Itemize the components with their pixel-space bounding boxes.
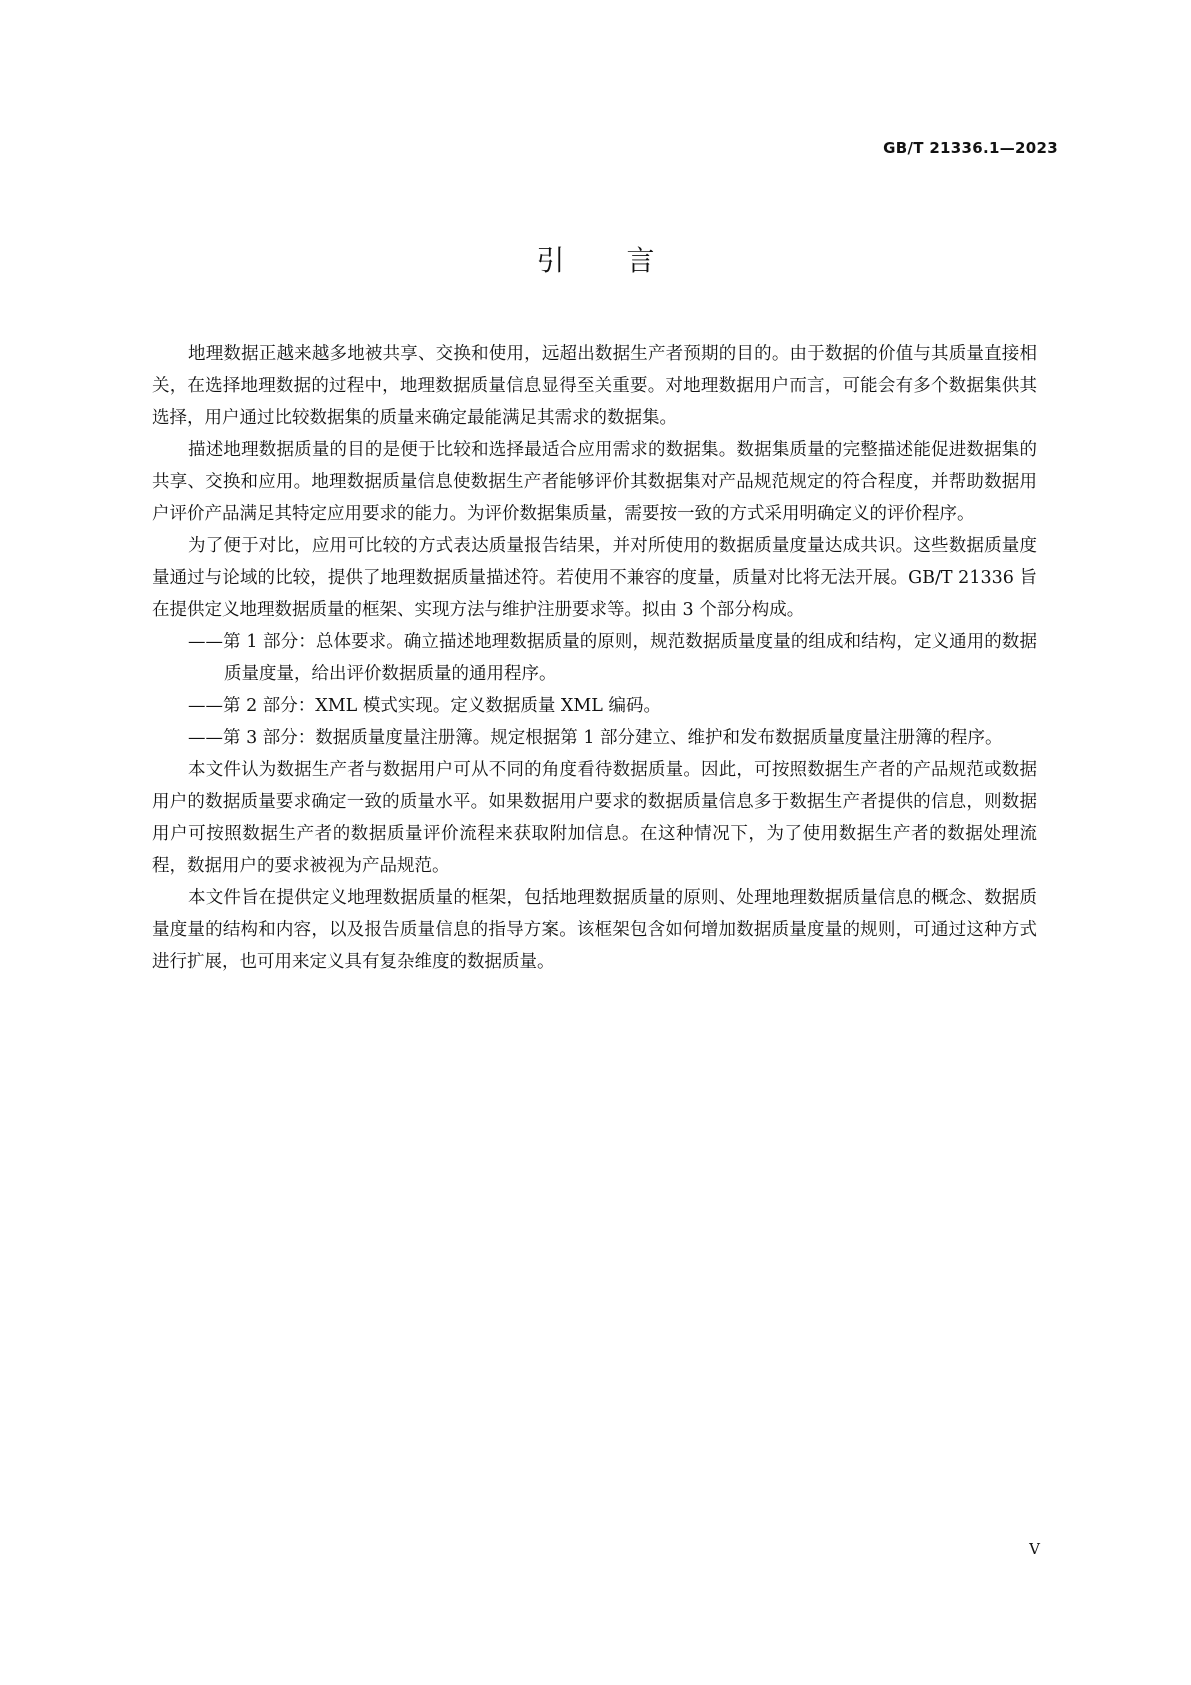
- list-item-part-3: ——第 3 部分：数据质量度量注册簿。规定根据第 1 部分建立、维护和发布数据质量度量注册簿的程序。: [188, 728, 1003, 748]
- paragraph-1: 地理数据正越来越多地被共享、交换和使用，远超出数据生产者预期的目的。由于数据的价值与其质量直接相关，在选择地理数据的过程中，地理数据质量信息显得至关重要。对地理数据用户而言，可能会有多个数据集供其选择，用户通过比较数据集的质量来确定最能满足其需求的数据集。: [152, 344, 1037, 428]
- list-item-part-1: ——第 1 部分：总体要求。确立描述地理数据质量的原则，规范数据质量度量的组成和结构，定义通用的数据质量度量，给出评价数据质量的通用程序。: [188, 632, 1037, 684]
- page-title: [0, 245, 1191, 277]
- document-number: GB/T 21336.1—2023: [883, 139, 1058, 157]
- paragraph-5: 本文件旨在提供定义地理数据质量的框架，包括地理数据质量的原则、处理地理数据质量信息的概念、数据质量度量的结构和内容，以及报告质量信息的指导方案。该框架包含如何增加数据质量度量的规则，可通过这种方式进行扩展，也可用来定义具有复杂维度的数据质量。: [152, 888, 1037, 972]
- title-char-1: 引: [536, 244, 565, 277]
- paragraph-4: 本文件认为数据生产者与数据用户可从不同的角度看待数据质量。因此，可按照数据生产者的产品规范或数据用户的数据质量要求确定一致的质量水平。如果数据用户要求的数据质量信息多于数据生产者提供的信息，则数据用户可按照数据生产者的数据质量评价流程来获取附加信息。在这种情况下，为了使用数据生产者的数据处理流程，数据用户的要求被视为产品规范。: [152, 760, 1037, 876]
- introduction-body: [152, 338, 1037, 978]
- page-number: V: [1029, 1540, 1040, 1558]
- paragraph-3: 为了便于对比，应用可比较的方式表达质量报告结果，并对所使用的数据质量度量达成共识。这些数据质量度量通过与论域的比较，提供了地理数据质量描述符。若使用不兼容的度量，质量对比将无法开展。GB/T 21336 旨在提供定义地理数据质量的框架、实现方法与维护注册要求等。拟由 3 个部分构成。: [152, 536, 1037, 620]
- paragraph-2: 描述地理数据质量的目的是便于比较和选择最适合应用需求的数据集。数据集质量的完整描述能促进数据集的共享、交换和应用。地理数据质量信息使数据生产者能够评价其数据集对产品规范规定的符合程度，并帮助数据用户评价产品满足其特定应用要求的能力。为评价数据集质量，需要按一致的方式采用明确定义的评价程序。: [152, 440, 1037, 524]
- list-item-part-2: ——第 2 部分：XML 模式实现。定义数据质量 XML 编码。: [188, 696, 661, 716]
- title-char-2: 言: [626, 244, 655, 277]
